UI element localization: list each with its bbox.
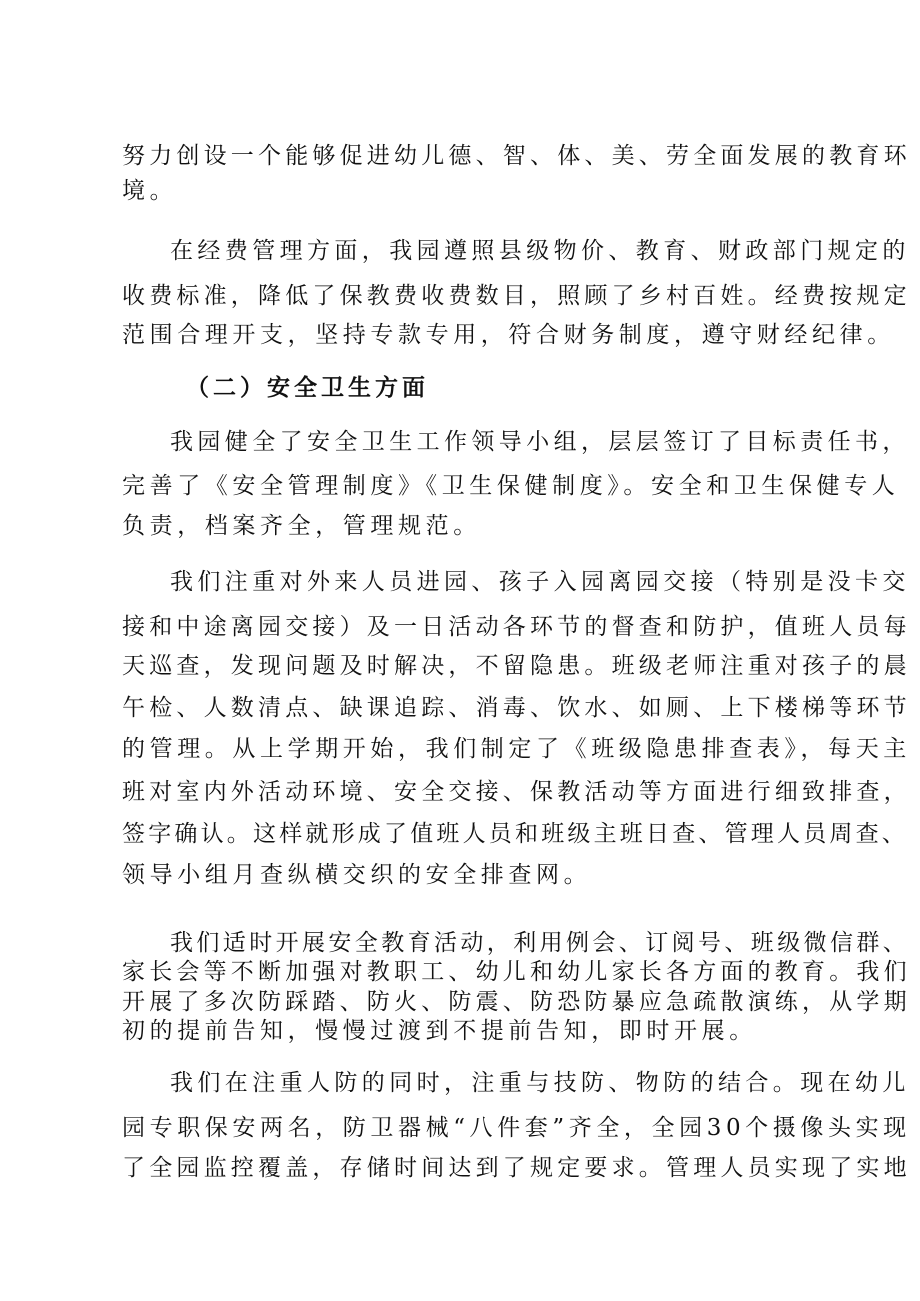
text-line: 负责，档案齐全，管理规范。 xyxy=(122,513,481,539)
text-line: 我们在注重人防的同时，注重与技防、物防的结合。现在幼儿 xyxy=(170,1070,910,1096)
text-line: 收费标准，降低了保教费收费数目，照顾了乡村百姓。经费按规定 xyxy=(122,283,911,309)
text-line: 签字确认。这样就形成了值班人员和班级主班日查、管理人员周查、 xyxy=(122,821,908,847)
text-line: 家长会等不断加强对教职工、幼儿和幼儿家长各方面的教育。我们 xyxy=(122,959,911,985)
text-line: 开展了多次防踩踏、防火、防震、防恐防暴应急疏散演练，从学期 xyxy=(122,989,911,1015)
text-line: 努力创设一个能够促进幼儿德、智、体、美、劳全面发展的教育环 xyxy=(122,143,911,169)
text-line: 接和中途离园交接）及一日活动各环节的督查和防护，值班人员每 xyxy=(122,614,911,640)
text-line: 在经费管理方面，我园遵照县级物价、教育、财政部门规定的 xyxy=(170,238,910,264)
text-line: 我园健全了安全卫生工作领导小组，层层签订了目标责任书， xyxy=(170,429,910,455)
text-line: 境。 xyxy=(122,178,178,204)
text-line: 范围合理开支，坚持专款专用，符合财务制度，遵守财经纪律。 xyxy=(122,322,895,348)
text-line: 午检、人数清点、缺课追踪、消毒、饮水、如厕、上下楼梯等环节 xyxy=(122,695,911,721)
text-line: 园专职保安两名，防卫器械“八件套”齐全，全园30个摄像头实现 xyxy=(122,1115,911,1141)
text-line: 的管理。从上学期开始，我们制定了《班级隐患排查表》，每天主 xyxy=(122,736,911,762)
text-line: 领导小组月查纵横交织的安全排查网。 xyxy=(122,862,592,888)
section-heading: （二）安全卫生方面 xyxy=(186,374,429,401)
text-line: 我们适时开展安全教育活动，利用例会、订阅号、班级微信群、 xyxy=(170,930,910,956)
text-line: 我们注重对外来人员进园、孩子入园离园交接（特别是没卡交 xyxy=(170,569,910,595)
text-line: 天巡查，发现问题及时解决，不留隐患。班级老师注重对孩子的晨 xyxy=(122,653,911,679)
text-line: 完善了《安全管理制度》《卫生保健制度》。安全和卫生保健专人 xyxy=(122,473,900,499)
text-line: 了全园监控覆盖，存储时间达到了规定要求。管理人员实现了实地 xyxy=(122,1155,911,1181)
text-line: 班对室内外活动环境、安全交接、保教活动等方面进行细致排查， xyxy=(122,779,911,805)
text-line: 初的提前告知，慢慢过渡到不提前告知，即时开展。 xyxy=(122,1018,757,1044)
